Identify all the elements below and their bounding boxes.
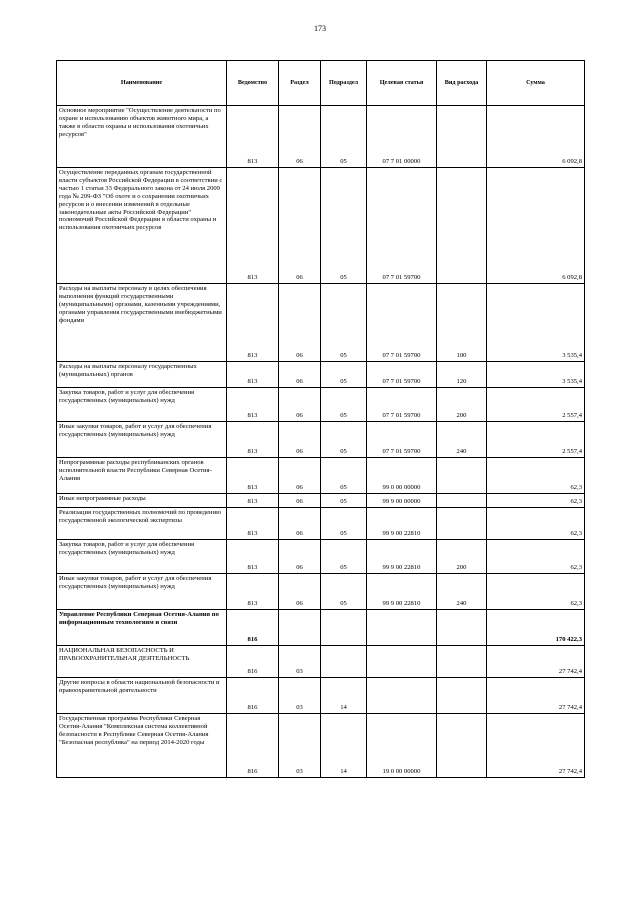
- cell-vid-raskhoda: [437, 678, 487, 714]
- cell-celevaya-statya: [367, 646, 437, 678]
- cell-vid-raskhoda: [437, 714, 487, 778]
- cell-name: Расходы на выплаты персоналу в целях обеспечения выполнения функций государственными (муниципальными) органами, казенными учреждениями, органами управления государственными внебюджетными фондами: [57, 284, 227, 362]
- cell-celevaya-statya: 99 0 00 00000: [367, 458, 437, 494]
- cell-vid-raskhoda: [437, 646, 487, 678]
- header-summa: Сумма: [487, 61, 585, 106]
- table-row: [57, 362, 585, 388]
- table-row: [57, 106, 585, 168]
- cell-name: Основное мероприятие "Осуществление деятельности по охране и использованию объектов животного мира, а также в области охраны и использования охотничьих ресурсов": [57, 106, 227, 168]
- header-vid-raskhoda: Вид расхода: [437, 61, 487, 106]
- cell-razdel: 06: [279, 362, 321, 388]
- cell-razdel: 03: [279, 678, 321, 714]
- cell-summa: 2 557,4: [487, 388, 585, 422]
- cell-vid-raskhoda: 240: [437, 422, 487, 458]
- cell-name: Закупка товаров, работ и услуг для обеспечения государственных (муниципальных) нужд: [57, 388, 227, 422]
- page-number: 173: [314, 24, 326, 33]
- cell-vedomstvo: 816: [227, 610, 279, 646]
- cell-vid-raskhoda: 120: [437, 362, 487, 388]
- cell-summa: 3 535,4: [487, 284, 585, 362]
- cell-podrazdel: 14: [321, 678, 367, 714]
- table-row: [57, 714, 585, 778]
- cell-vid-raskhoda: [437, 168, 487, 284]
- cell-name: Иные непрограммные расходы: [57, 494, 227, 508]
- table-row: [57, 540, 585, 574]
- cell-podrazdel: [321, 646, 367, 678]
- cell-vedomstvo: 813: [227, 362, 279, 388]
- cell-summa: 27 742,4: [487, 714, 585, 778]
- cell-summa: 3 535,4: [487, 362, 585, 388]
- cell-vedomstvo: 813: [227, 508, 279, 540]
- cell-celevaya-statya: 07 7 01 59700: [367, 362, 437, 388]
- cell-celevaya-statya: 19 0 00 00000: [367, 714, 437, 778]
- cell-celevaya-statya: 07 7 01 59700: [367, 284, 437, 362]
- cell-razdel: 06: [279, 388, 321, 422]
- cell-razdel: 06: [279, 458, 321, 494]
- budget-table: [56, 60, 585, 778]
- cell-name: Реализация государственных полномочий по проведению государственной экологической экспертизы: [57, 508, 227, 540]
- cell-vid-raskhoda: [437, 508, 487, 540]
- cell-celevaya-statya: 07 7 01 59700: [367, 388, 437, 422]
- cell-name: Расходы на выплаты персоналу государственных (муниципальных) органов: [57, 362, 227, 388]
- cell-vedomstvo: 813: [227, 494, 279, 508]
- cell-summa: 27 742,4: [487, 678, 585, 714]
- cell-podrazdel: 05: [321, 284, 367, 362]
- cell-celevaya-statya: 07 7 01 59700: [367, 168, 437, 284]
- cell-vid-raskhoda: [437, 458, 487, 494]
- cell-vedomstvo: 813: [227, 540, 279, 574]
- cell-vedomstvo: 813: [227, 388, 279, 422]
- cell-podrazdel: 05: [321, 106, 367, 168]
- cell-vedomstvo: 816: [227, 714, 279, 778]
- cell-podrazdel: 05: [321, 458, 367, 494]
- cell-podrazdel: 05: [321, 388, 367, 422]
- cell-vid-raskhoda: [437, 494, 487, 508]
- cell-razdel: 06: [279, 422, 321, 458]
- cell-podrazdel: 05: [321, 540, 367, 574]
- cell-razdel: 06: [279, 574, 321, 610]
- cell-razdel: 06: [279, 168, 321, 284]
- cell-vedomstvo: 813: [227, 458, 279, 494]
- table-row: [57, 284, 585, 362]
- cell-name: Управление Республики Северная Осетия-Алания по информационным технологиям и связи: [57, 610, 227, 646]
- cell-razdel: 06: [279, 540, 321, 574]
- cell-celevaya-statya: 99 9 00 22810: [367, 508, 437, 540]
- cell-summa: 62,3: [487, 540, 585, 574]
- cell-razdel: 03: [279, 714, 321, 778]
- cell-vid-raskhoda: 240: [437, 574, 487, 610]
- cell-razdel: [279, 610, 321, 646]
- header-vedomstvo: Ведомство: [227, 61, 279, 106]
- cell-celevaya-statya: [367, 678, 437, 714]
- cell-summa: 6 092,8: [487, 106, 585, 168]
- cell-podrazdel: 05: [321, 508, 367, 540]
- cell-podrazdel: 05: [321, 494, 367, 508]
- cell-name: Закупка товаров, работ и услуг для обеспечения государственных (муниципальных) нужд: [57, 540, 227, 574]
- cell-vedomstvo: 813: [227, 284, 279, 362]
- cell-vedomstvo: 813: [227, 574, 279, 610]
- cell-summa: 27 742,4: [487, 646, 585, 678]
- cell-name: Иные закупки товаров, работ и услуг для обеспечения государственных (муниципальных) нужд: [57, 574, 227, 610]
- header-razdel: Раздел: [279, 61, 321, 106]
- cell-razdel: 06: [279, 284, 321, 362]
- cell-podrazdel: [321, 610, 367, 646]
- cell-vid-raskhoda: [437, 610, 487, 646]
- table-row: [57, 610, 585, 646]
- table-row: [57, 574, 585, 610]
- cell-celevaya-statya: 99 9 00 00000: [367, 494, 437, 508]
- table-row: [57, 494, 585, 508]
- cell-podrazdel: 14: [321, 714, 367, 778]
- cell-vid-raskhoda: 100: [437, 284, 487, 362]
- cell-summa: 6 092,8: [487, 168, 585, 284]
- header-name: Наименование: [57, 61, 227, 106]
- table-row: [57, 388, 585, 422]
- cell-vedomstvo: 816: [227, 678, 279, 714]
- cell-summa: 62,3: [487, 574, 585, 610]
- cell-summa: 170 422,3: [487, 610, 585, 646]
- cell-celevaya-statya: 07 7 01 00000: [367, 106, 437, 168]
- cell-name: Осуществление переданных органам государственной власти субъектов Российской Федерации в соответствии с частью 1 статьи 33 Федерального закона от 24 июля 2009 года № 209-ФЗ "Об охоте и о сохранении охотничьих ресурсов и о внесении изменений в отдельные законодательные акты Российской Федерации" полномочий Российской Федерации в области охраны и использования охотничьих ресурсов: [57, 168, 227, 284]
- cell-vid-raskhoda: 200: [437, 388, 487, 422]
- cell-razdel: 06: [279, 106, 321, 168]
- cell-razdel: 06: [279, 508, 321, 540]
- cell-vedomstvo: 813: [227, 106, 279, 168]
- cell-summa: 2 557,4: [487, 422, 585, 458]
- cell-razdel: 06: [279, 494, 321, 508]
- cell-name: Иные закупки товаров, работ и услуг для обеспечения государственных (муниципальных) нужд: [57, 422, 227, 458]
- cell-summa: 62,3: [487, 458, 585, 494]
- cell-vid-raskhoda: 200: [437, 540, 487, 574]
- cell-name: Другие вопросы в области национальной безопасности и правоохранительной деятельности: [57, 678, 227, 714]
- cell-summa: 62,3: [487, 494, 585, 508]
- cell-vedomstvo: 813: [227, 422, 279, 458]
- header-celevaya-statya: Целевая статья: [367, 61, 437, 106]
- cell-podrazdel: 05: [321, 168, 367, 284]
- cell-name: Государственная программа Республики Северная Осетия-Алания "Комплексная система коллективной безопасности в Республике Северная Осетия-Алания "Безопасная республика" на период 2014-2020 годы: [57, 714, 227, 778]
- cell-razdel: 03: [279, 646, 321, 678]
- cell-celevaya-statya: [367, 610, 437, 646]
- table-row: [57, 678, 585, 714]
- cell-celevaya-statya: 99 9 00 22810: [367, 574, 437, 610]
- table-row: [57, 646, 585, 678]
- table-row: [57, 458, 585, 494]
- cell-podrazdel: 05: [321, 422, 367, 458]
- table-row: [57, 508, 585, 540]
- cell-vedomstvo: 813: [227, 168, 279, 284]
- cell-vid-raskhoda: [437, 106, 487, 168]
- cell-name: Непрограммные расходы республиканских органов исполнительной власти Республики Северная Осетия-Алания: [57, 458, 227, 494]
- cell-celevaya-statya: 99 9 00 22810: [367, 540, 437, 574]
- table-row: [57, 168, 585, 284]
- table-row: [57, 422, 585, 458]
- cell-summa: 62,3: [487, 508, 585, 540]
- cell-celevaya-statya: 07 7 01 59700: [367, 422, 437, 458]
- cell-vedomstvo: 816: [227, 646, 279, 678]
- header-row: [57, 61, 585, 106]
- cell-podrazdel: 05: [321, 574, 367, 610]
- header-podrazdel: Подраздел: [321, 61, 367, 106]
- cell-podrazdel: 05: [321, 362, 367, 388]
- cell-name: НАЦИОНАЛЬНАЯ БЕЗОПАСНОСТЬ И ПРАВООХРАНИТЕЛЬНАЯ ДЕЯТЕЛЬНОСТЬ: [57, 646, 227, 678]
